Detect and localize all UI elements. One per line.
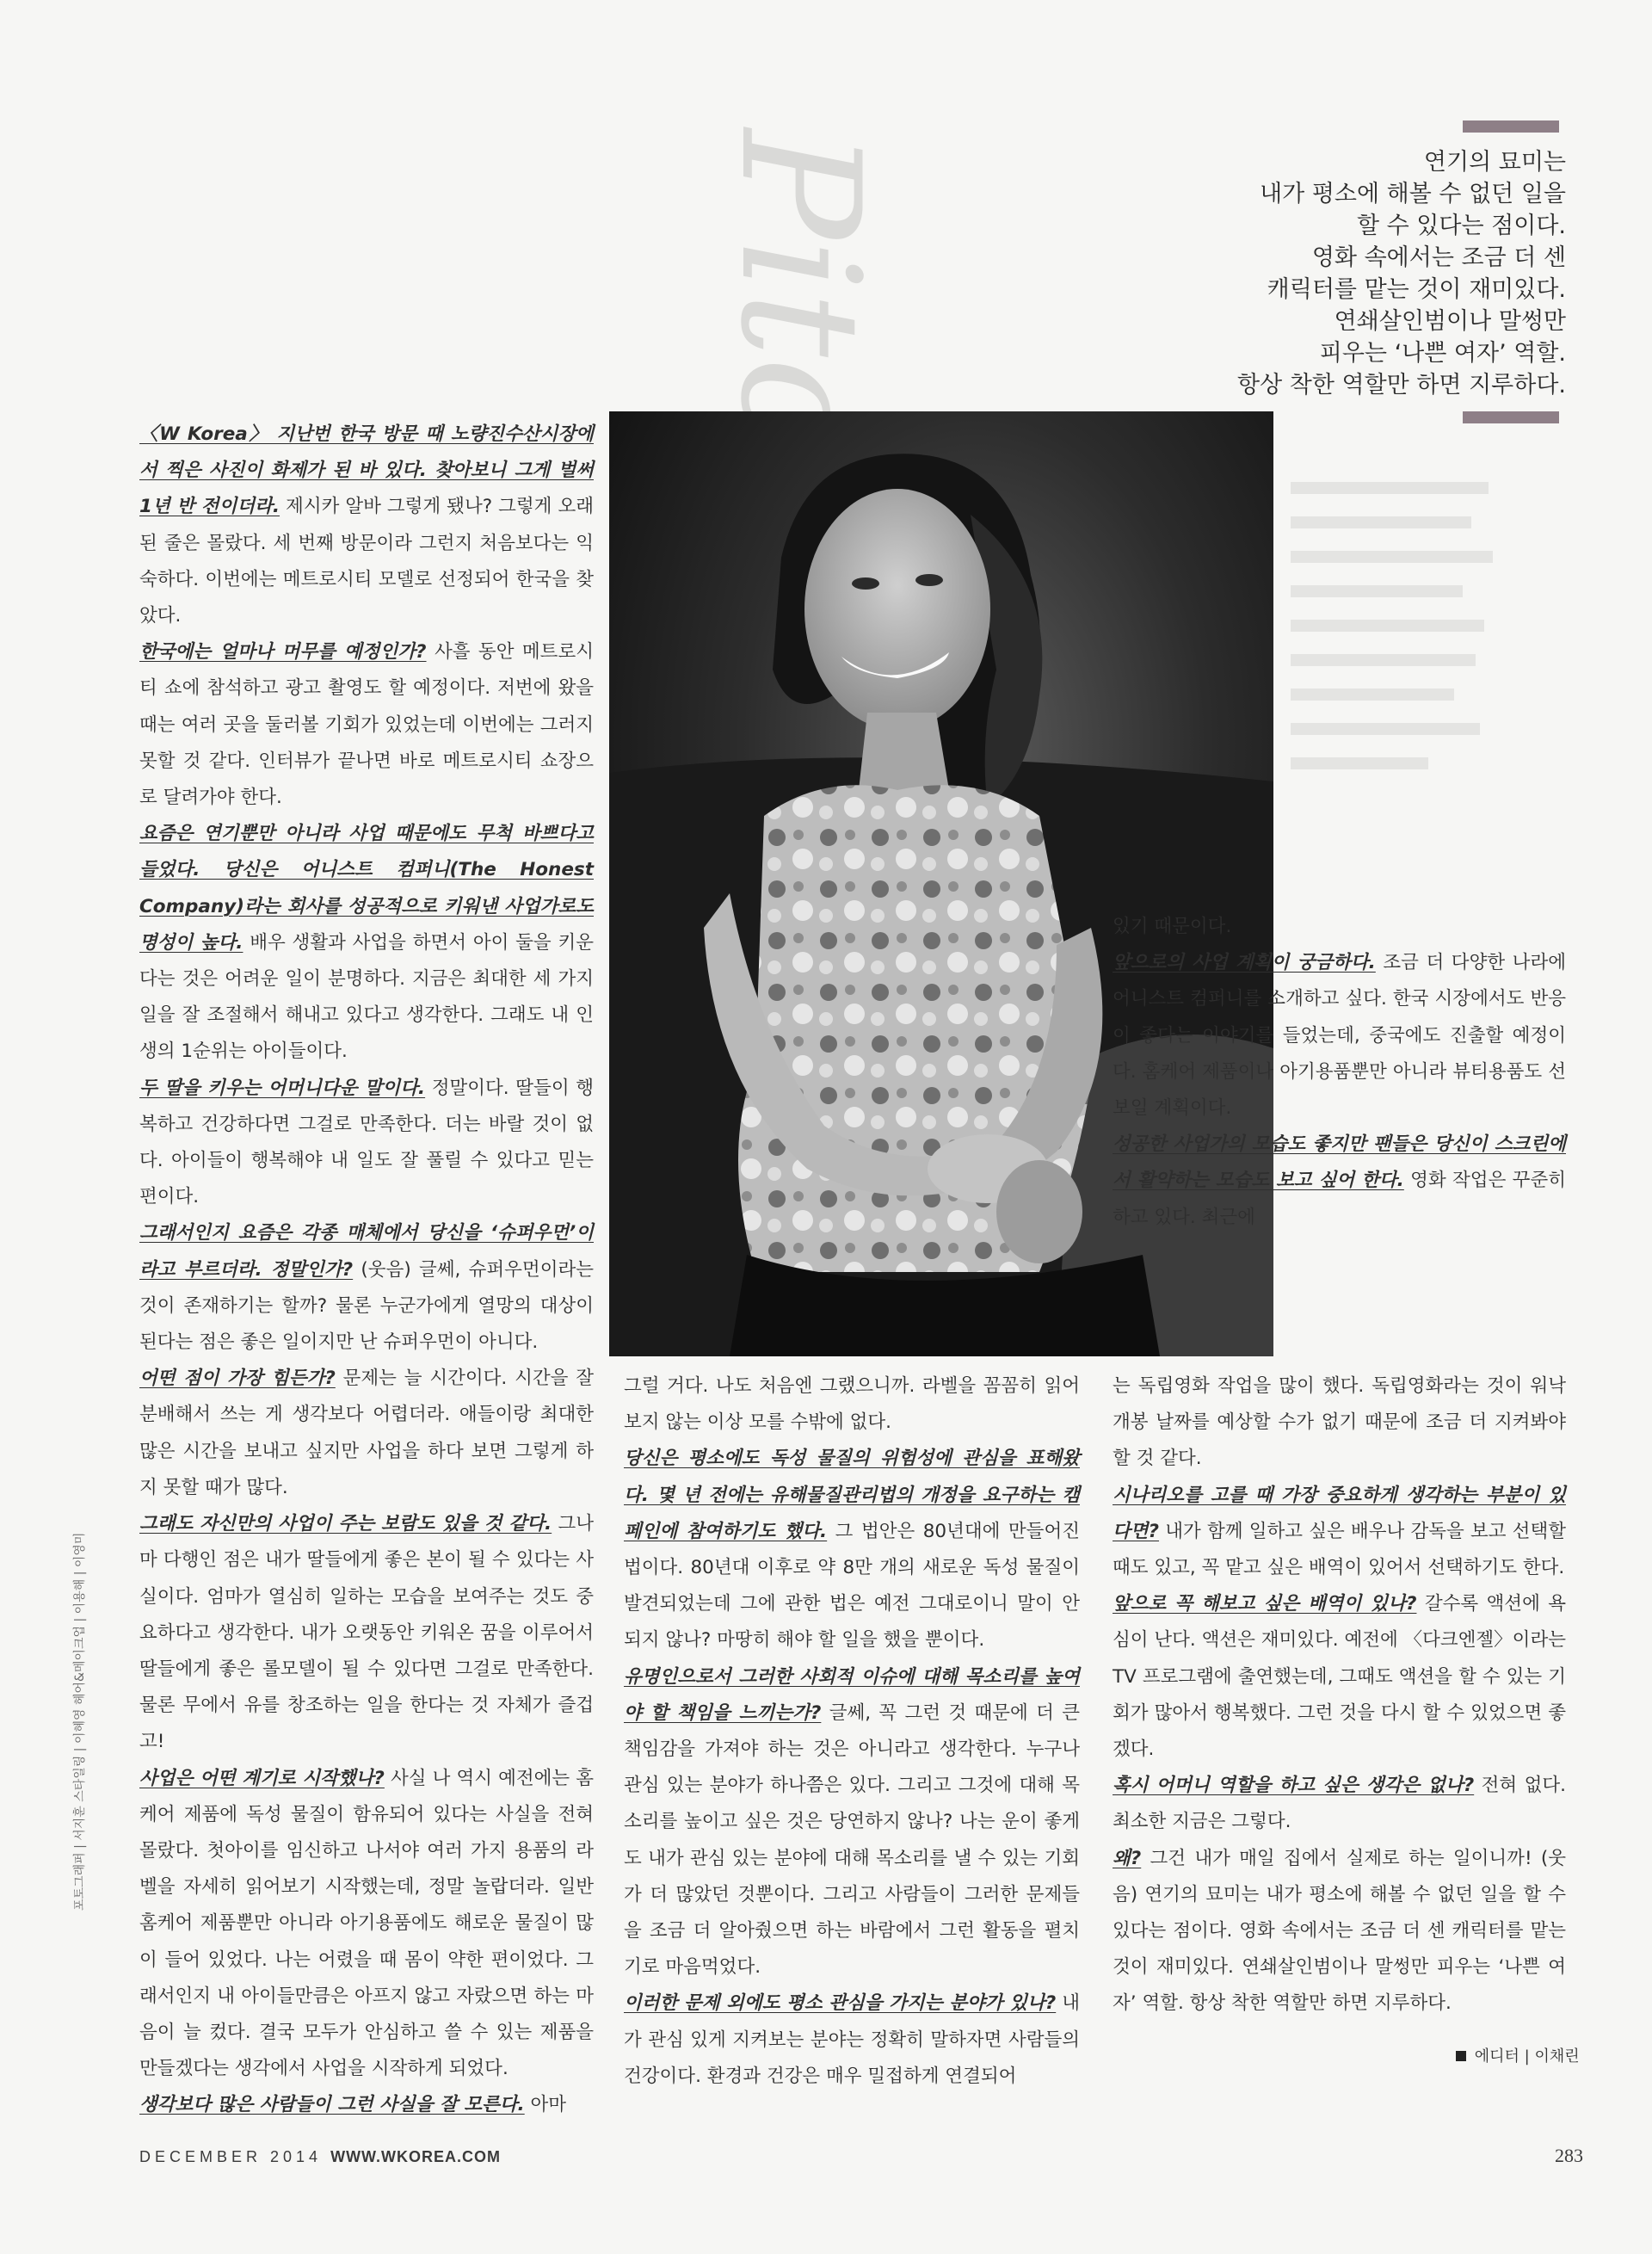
interview-paragraph [139,1506,594,1760]
interview-paragraph [139,1761,594,2088]
pull-quote-line: 연기의 묘미는 [1423,149,1566,176]
interview-answer: 제시카 알바 그렇게 됐나? 그렇게 오래된 줄은 몰랐다. 세 번째 방문이라 그런지 처음보다는 익숙하다. 이번에는 메트로시티 모델로 선정되어 한국을 찾았다. [139,496,594,627]
pull-quote [1084,146,1566,401]
interview-answer: 그나마 다행인 점은 내가 딸들에게 좋은 본이 될 수 있다는 사실이다. 엄마가 열심히 일하는 모습을 보여주는 것도 중요하다고 생각한다. 내가 오랫동안 키워온 꿈을 이루어서 딸들에게 좋은 롤모델이 될 수 있다면 그걸로 만족한다. 물론 무에서 유를 창조하는 일을 한다는 것 자체가 즐겁고! [139,1513,595,1753]
editor-credit [1456,2044,1580,2066]
interview-answer: 영화 작업은 꾸준히 하고 있다. 최근에 [1113,1170,1566,1228]
interview-answer: 는 독립영화 작업을 많이 했다. 독립영화라는 것이 워낙 개봉 날짜를 예상할 수가 없기 때문에 조금 더 지켜봐야 할 것 같다. [1113,1375,1566,1470]
photo-credit-vertical: 포토그래퍼 | 서지훈 스타일링 | 이혜영 헤어&메이크업 | 이용해 | 이영미 [73,1532,87,1911]
interview-paragraph [139,1361,594,1506]
interview-paragraph [1113,1768,1566,1840]
interview-question: 왜? [1113,1847,1142,1869]
background-text-ghost [1291,482,1506,792]
interview-answer: 내가 함께 일하고 싶은 배우나 감독을 보고 선택할 때도 있고, 꼭 맡고 싶은 배역이 있어서 선택하기도 한다. [1113,1520,1566,1579]
pull-quote-line: 캐릭터를 맡는 것이 재미있다. [1267,276,1566,303]
footer-issue-date: DECEMBER 2014 [139,2148,323,2165]
interview-answer: 배우 생활과 사업을 하면서 아이 둘을 키운다는 것은 어려운 일이 분명하다. 지금은 최대한 세 가지 일을 잘 조절해서 해내고 있다고 생각한다. 그래도 내 인생의 1순위는 아이들이다. [139,931,594,1063]
pull-quote-line: 영화 속에서는 조금 더 센 [1311,244,1566,271]
pull-quote-bar-top [1463,120,1559,133]
interview-answer: 사실 나 역시 예전에는 홈케어 제품에 독성 물질이 함유되어 있다는 사실을 전혀 몰랐다. 첫아이를 임신하고 나서야 여러 가지 용품의 라벨을 자세히 읽어보기 시작했는데, 정말 놀랍더라. 일반 홈케어 제품뿐만 아니라 아기용품에도 해로운 물질이 많이 들어 있었다. 나는 어렸을 때 몸이 약한 편이었다. 그래서인지 내 아이들만큼은 아프지 않고 자랐으면 하는 마음이 늘 컸다. 결국 모두가 안심하고 쓸 수 있는 제품을 만들겠다는 생각에서 사업을 시작하게 되었다. [139,1767,594,2080]
pull-quote-line: 할 수 있다는 점이다. [1357,213,1566,239]
interview-question: 생각보다 많은 사람들이 그런 사실을 잘 모른다. [139,2094,525,2116]
footer-issue [139,2148,501,2166]
interview-paragraph [139,1071,594,1216]
interview-answer: 내가 관심 있게 지켜보는 분야는 정확히 말하자면 사람들의 건강이다. 환경과 건강은 매우 밀접하게 연결되어 [624,1992,1080,2087]
interview-paragraph [139,417,594,634]
interview-answer: 글쎄, 꼭 그런 것 때문에 더 큰 책임감을 가져야 하는 것은 아니라고 생각한다. 누구나 관심 있는 분야가 하나쯤은 있다. 그리고 그것에 대해 목소리를 높이고 싶은 것은 당연하지 않나? 나는 운이 좋게도 내가 관심 있는 분야에 대해 목소리를 낼 수 있는 기회가 더 많았던 것뿐이다. 그리고 사람들이 그러한 문제들을 조금 더 알아줬으면 하는 바람에서 그런 활동을 펼치기로 마음먹었다. [624,1701,1080,1979]
interview-question: 앞으로 꼭 해보고 싶은 배역이 있나? [1113,1593,1417,1615]
interview-answer: 그건 내가 매일 집에서 실제로 하는 일이니까! (웃음) 연기의 묘미는 내가 평소에 해볼 수 없던 일을 할 수 있다는 점이다. 영화 속에서는 조금 더 센 캐릭터를 맡는 것이 재미있다. 연쇄살인범이나 말썽만 피우는 ‘나쁜 여자’ 역할. 항상 착한 역할만 하면 지루하다. [1113,1847,1566,2015]
interview-question: 성공한 사업가의 모습도 좋지만 팬들은 당신이 스크린에서 활약하는 모습도 보고 싶어 한다. [1113,1133,1566,1192]
interview-answer: 그럴 거다. 나도 처음엔 그랬으니까. 라벨을 꼼꼼히 읽어보지 않는 이상 모를 수밖에 없다. [624,1375,1080,1434]
interview-question: 한국에는 얼마나 머무를 예정인가? [139,641,427,664]
interview-answer: 조금 더 다양한 나라에 어니스트 컴퍼니를 소개하고 싶다. 한국 시장에서도 반응이 좋다는 이야기를 들었는데, 중국에도 진출할 예정이다. 홈케어 제품이나 아기용품뿐만 아니라 뷰티용품도 선보일 계획이다. [1113,952,1566,1120]
interview-answer: 전혀 없다. 최소한 지금은 그렇다. [1113,1775,1566,1833]
interview-answer: 있기 때문이다. [1113,916,1232,937]
pull-quote-line: 항상 착한 역할만 하면 지루하다. [1237,372,1566,398]
interview-paragraph [1113,1586,1566,1768]
interview-paragraph [1113,1127,1566,1236]
interview-question: 그래서인지 요즘은 각종 매체에서 당신을 ‘슈퍼우먼’이라고 부르더라. 정말인가? [139,1222,594,1281]
interview-answer: 문제는 늘 시간이다. 시간을 잘 분배해서 쓰는 게 생각보다 어렵더라. 애들이랑 최대한 많은 시간을 보내고 싶지만 사업을 하다 보면 그렇게 하지 못할 때가 많다. [139,1368,594,1498]
pull-quote-line: 연쇄살인범이나 말썽만 [1334,308,1566,335]
interview-question: 요즘은 연기뿐만 아니라 사업 때문에도 무척 바쁘다고 들었다. 당신은 어니스트 컴퍼니(The Honest Company)라는 회사를 성공적으로 키워낸 사업가로도 명성이 높다. [139,823,594,954]
square-bullet-icon [1456,2051,1466,2061]
interview-paragraph [1113,945,1566,1127]
interview-paragraph [139,2087,594,2123]
interview-paragraph [139,1215,594,1361]
interview-question: 두 딸을 키우는 어머니다운 말이다. [139,1077,426,1099]
interview-question: 사업은 어떤 계기로 시작했나? [139,1767,385,1789]
interview-paragraph [1113,1841,1566,2022]
footer-site: WWW.WKOREA.COM [330,2148,502,2165]
interview-paragraph [624,1441,1080,1658]
interview-paragraph [139,634,594,816]
interview-paragraph [624,1985,1080,2095]
pull-quote-bar-bottom [1463,411,1559,423]
pull-quote-line: 내가 평소에 해볼 수 없던 일을 [1260,181,1566,207]
interview-question: 유명인으로서 그러한 사회적 이슈에 대해 목소리를 높여야 할 책임을 느끼는가? [624,1665,1080,1724]
editor-credit-name: 이채린 [1534,2047,1580,2066]
body-column-left [139,417,594,2124]
interview-paragraph [1113,909,1566,945]
interview-paragraph [624,1368,1080,1441]
interview-paragraph [139,816,594,1070]
page-number: 283 [1555,2145,1583,2166]
interview-paragraph [1113,1368,1566,1478]
interview-answer: 그 법안은 80년대에 만들어진 법이다. 80년대 이후로 약 8만 개의 새로운 독성 물질이 발견되었는데 그에 관한 법은 예전 그대로이니 말이 안 되지 않나? 마땅히 해야 할 일을 했을 뿐이다. [624,1520,1080,1652]
body-column-middle [624,1368,1080,2095]
interview-answer: 갈수록 액션에 욕심이 난다. 액션은 재미있다. 예전에 〈다크엔젤〉이라는 TV 프로그램에 출연했는데, 그때도 액션을 할 수 있는 기회가 많아서 행복했다. 그런 것을 다시 할 수 있었으면 좋겠다. [1113,1593,1567,1761]
interview-answer: 정말이다. 딸들이 행복하고 건강하다면 그걸로 만족한다. 더는 바랄 것이 없다. 아이들이 행복해야 내 일도 잘 풀릴 수 있다고 믿는 편이다. [139,1077,594,1208]
body-column-right-bottom [1113,1368,1566,2022]
interview-question: 그래도 자신만의 사업이 주는 보람도 있을 것 같다. [139,1513,552,1535]
pull-quote-line: 피우는 ‘나쁜 여자’ 역할. [1319,340,1566,367]
interview-answer: 아마 [524,2094,567,2116]
interview-question: 당신은 평소에도 독성 물질의 위험성에 관심을 표해왔다. 몇 년 전에는 유해물질관리법의 개정을 요구하는 캠페인에 참여하기도 했다. [624,1448,1080,1542]
interview-question: 이러한 문제 외에도 평소 관심을 가지는 분야가 있나? [624,1992,1057,2015]
interview-question: 어떤 점이 가장 힘든가? [139,1368,336,1390]
editor-credit-label: 에디터 [1474,2047,1519,2066]
interview-answer: (웃음) 글쎄, 슈퍼우먼이라는 것이 존재하기는 할까? 물론 누군가에게 열망의 대상이 된다는 점은 좋은 일이지만 난 슈퍼우먼이 아니다. [139,1258,594,1354]
interview-question: 혹시 어머니 역할을 하고 싶은 생각은 없나? [1113,1775,1475,1797]
editor-credit-separator: | [1524,2047,1530,2066]
interview-paragraph [624,1659,1080,1986]
interview-question: 시나리오를 고를 때 가장 중요하게 생각하는 부분이 있다면? [1113,1484,1566,1542]
interview-answer: 사흘 동안 메트로시티 쇼에 참석하고 광고 촬영도 할 예정이다. 저번에 왔을 때는 여러 곳을 둘러볼 기회가 있었는데 이번에는 그러지 못할 것 같다. 인터뷰가 끝나면 바로 메트로시티 쇼장으로 달려가야 한다. [139,641,594,809]
interview-question: 〈W Korea〉 지난번 한국 방문 때 노량진수산시장에서 찍은 사진이 화제가 된 바 있다. 찾아보니 그게 벌써 1년 반 전이더라. [139,423,594,518]
interview-paragraph [1113,1478,1566,1587]
interview-question: 앞으로의 사업 계획이 궁금하다. [1113,952,1376,974]
body-column-right-top [1113,909,1566,1236]
